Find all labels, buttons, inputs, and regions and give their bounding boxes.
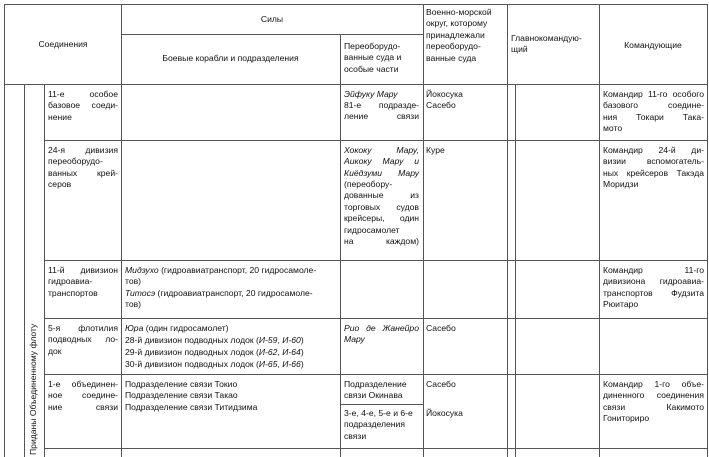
sub-a: И-62 xyxy=(258,347,278,357)
close: ) xyxy=(300,359,304,369)
side-label: Приданы Объединенному флоту xyxy=(28,323,38,455)
sub-b: И-64 xyxy=(282,347,301,357)
sep: , xyxy=(277,347,283,357)
row4-converted-name: Рио де Жанейро Мару xyxy=(344,323,419,345)
row3-commander: Командир 11-го дивизиона гидроавиа- транспортов Фудзита Рюитаро xyxy=(603,265,704,310)
row1-converted: 81-е подразде- ление связи xyxy=(344,100,419,122)
ship-name: Юра xyxy=(125,323,144,333)
sub-a: И-65 xyxy=(258,359,278,369)
row4-sub3 xyxy=(125,359,304,370)
row1-district: Йокосука Сасебо xyxy=(426,89,463,111)
header-glavkom: Главнокомандую- щий xyxy=(511,33,582,55)
sub-b: И-60 xyxy=(282,335,301,345)
row1-converted-name: Эйфуку Мару xyxy=(344,89,398,99)
close: ) xyxy=(300,347,304,357)
header-soedineniya: Соединения xyxy=(38,39,88,49)
header-boevye: Боевые корабли и подразделения xyxy=(162,53,299,63)
sub-division: 30-й дивизион подводных лодок ( xyxy=(125,359,259,369)
row2-district: Куре xyxy=(426,145,445,155)
row5-district-b: Йокосука xyxy=(426,408,463,418)
row5-district-a: Сасебо xyxy=(426,379,456,389)
ship-name: Мидзухо xyxy=(125,265,159,275)
row5-commander: Командир 1-го объе- диненного соединения связи Какимото Гониториро xyxy=(603,379,704,424)
row4-district: Сасебо xyxy=(426,323,456,333)
header-sily: Силы xyxy=(260,14,284,24)
sep: , xyxy=(277,335,283,345)
row5-ships: Подразделение связи Токио Подразделение связи Такао Подразделение связи Титидзима xyxy=(125,379,258,412)
row3-ship1-tail: тов) xyxy=(125,276,142,286)
row1-unit: 11-е особое базовое соеди- нение xyxy=(48,89,118,122)
row4-sub1 xyxy=(125,335,304,346)
ship-desc: (гидроавиатранспорт, 20 гидросамоле- xyxy=(158,265,317,275)
row3-ship1 xyxy=(125,265,339,276)
row5-converted-a: Подразделение связи Окинава xyxy=(344,379,407,401)
sub-b: И-66 xyxy=(282,359,301,369)
close: ) xyxy=(300,335,304,345)
row1-commander: Командир 11-го особого базового соедине- ния Токари Така- мото xyxy=(603,89,704,134)
sub-division: 28-й дивизион подводных лодок ( xyxy=(125,335,259,345)
row3-ship2-tail: тов) xyxy=(125,299,142,309)
row3-unit: 11-й дивизион гидроавиа- транспортов xyxy=(48,265,118,298)
row2-converted-names: Хококу Мару, Аикоку Мару и Киёдзуми Мару xyxy=(344,145,419,178)
ship-desc: (один гидросамолет) xyxy=(143,323,229,333)
ship-desc: (гидроавиатранспорт, 20 гидросамоле- xyxy=(155,288,313,298)
sep: , xyxy=(277,359,283,369)
row2-commander: Командир 24-й ди- визии вспомогатель- ных крейсеров Такэда Моридзи xyxy=(603,145,704,190)
ship-name: Титосэ xyxy=(125,288,156,298)
row4-ship0 xyxy=(125,323,229,334)
row4-unit: 5-я флотилия подводных ло- док xyxy=(48,323,118,356)
sub-division: 29-й дивизион подводных лодок ( xyxy=(125,347,259,357)
row4-sub2 xyxy=(125,347,304,358)
header-pereoborud: Переоборудо- ванные суда и особые части xyxy=(344,41,402,74)
header-komanduyushchie: Командующие xyxy=(624,40,682,50)
row5-unit: 1-е объединен- ное соедине- ние связи xyxy=(48,379,118,412)
row3-ship2 xyxy=(125,288,339,299)
sub-a: И-59 xyxy=(258,335,278,345)
header-okrug: Военно-морской округ, которому принадлежали переоборудо- ванные суда xyxy=(426,7,492,63)
row2-converted: (переобору- дованные из торговых судов крейсеры, один гидросамолет на каждом) xyxy=(344,179,419,247)
row2-unit: 24-я дивизия переоборудо- ванных крей- серов xyxy=(48,145,118,190)
row5-converted-b: 3-е, 4-е, 5-е и 6-е подразделения связи xyxy=(344,408,413,441)
